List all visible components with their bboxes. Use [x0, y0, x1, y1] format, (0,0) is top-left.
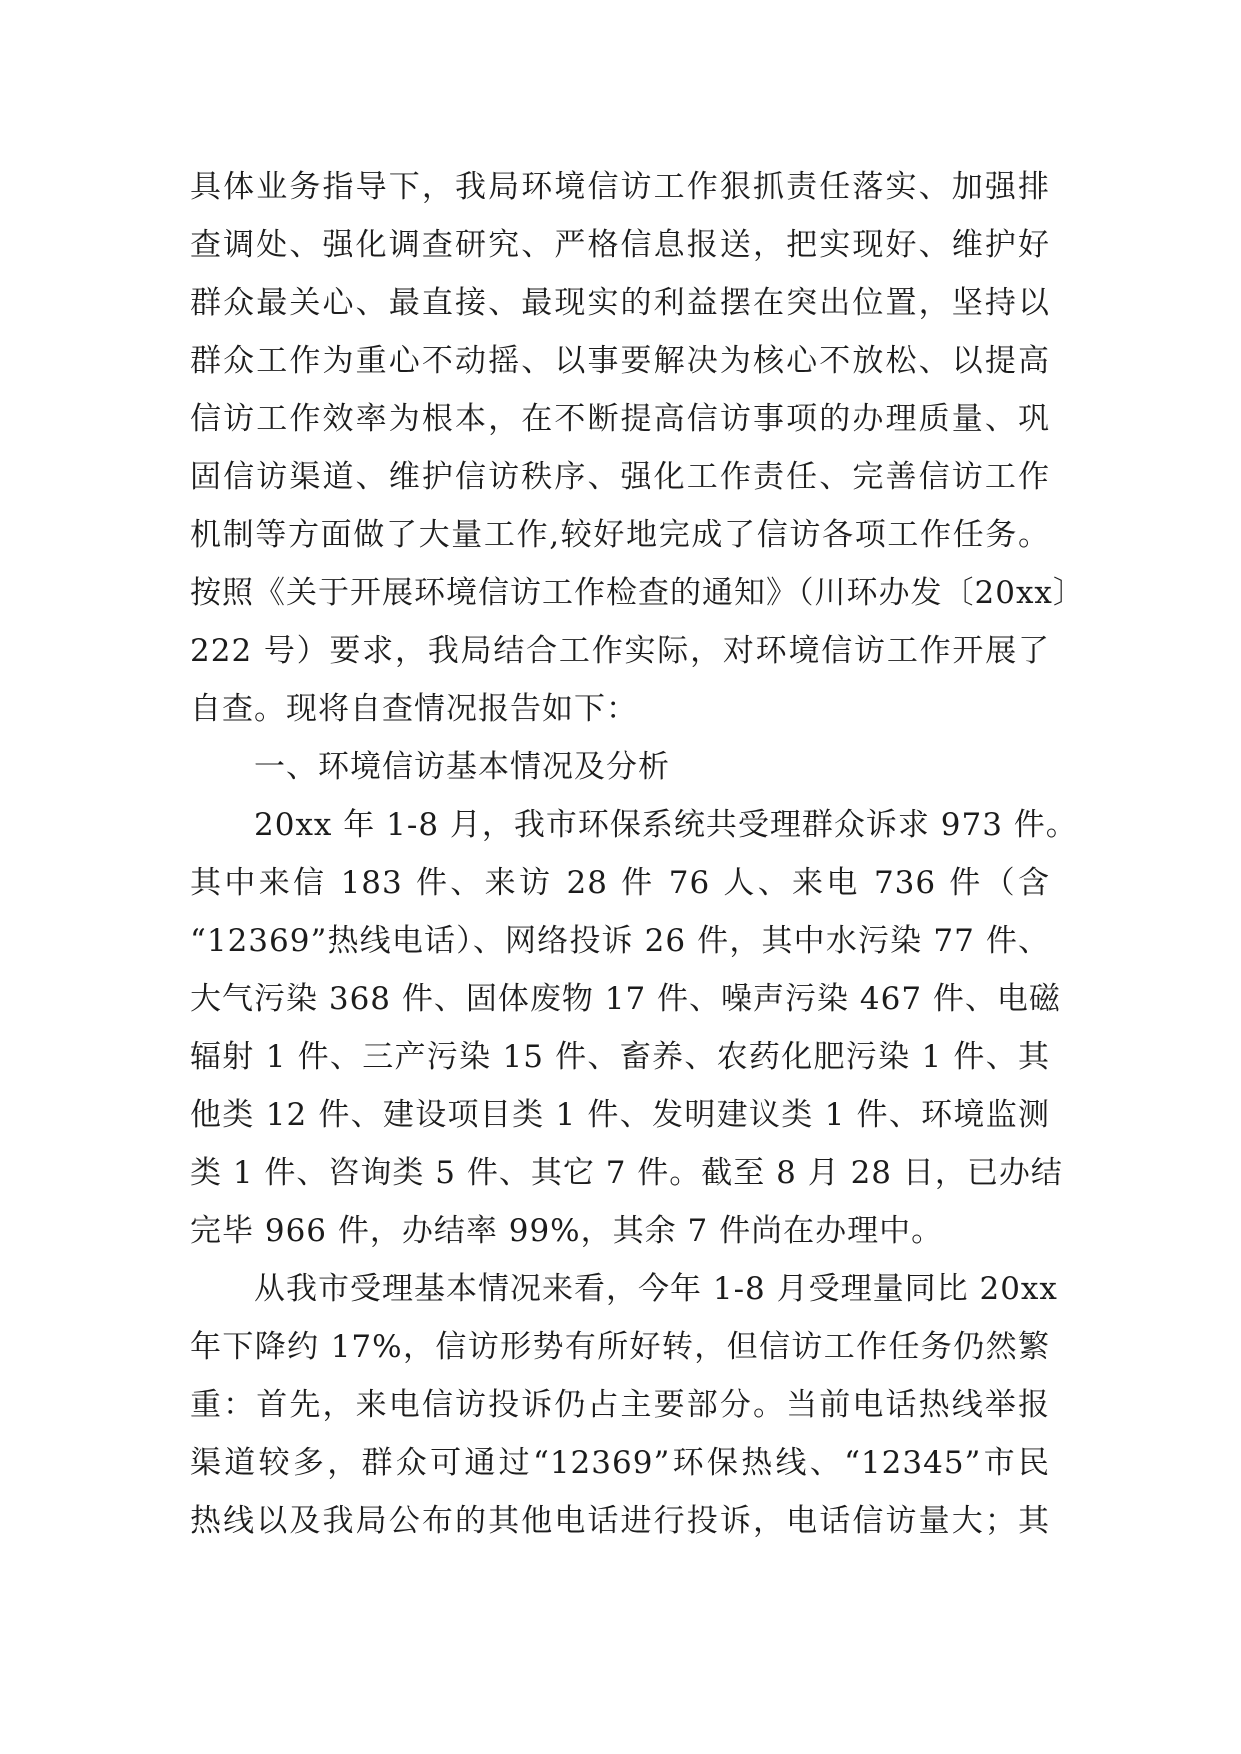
paragraph-1-line-5: 信访工作效率为根本，在不断提高信访事项的办理质量、巩 — [190, 401, 1050, 437]
paragraph-2-line-2: 其中来信 183 件、来访 28 件 76 人、来电 736 件（含 — [190, 865, 1050, 901]
paragraph-3-line-3: 重：首先，来电信访投诉仍占主要部分。当前电话热线举报 — [190, 1387, 1050, 1423]
paragraph-2-line-3: “12369”热线电话）、网络投诉 26 件，其中水污染 77 件、 — [190, 923, 1050, 959]
paragraph-3-line-5: 热线以及我局公布的其他电话进行投诉，电话信访量大；其 — [190, 1503, 1050, 1539]
paragraph-1-line-3: 群众最关心、最直接、最现实的利益摆在突出位置，坚持以 — [190, 285, 1050, 321]
paragraph-2-line-7: 类 1 件、咨询类 5 件、其它 7 件。截至 8 月 28 日，已办结 — [190, 1155, 1063, 1191]
paragraph-1-line-7: 机制等方面做了大量工作,较好地完成了信访各项工作任务。 — [190, 517, 1050, 553]
paragraph-2-line-8: 完毕 966 件，办结率 99%，其余 7 件尚在办理中。 — [190, 1213, 944, 1249]
paragraph-1-line-2: 查调处、强化调查研究、严格信息报送，把实现好、维护好 — [190, 227, 1050, 263]
paragraph-3-line-2: 年下降约 17%，信访形势有所好转，但信访工作任务仍然繁 — [190, 1329, 1050, 1365]
paragraph-2-line-5: 辐射 1 件、三产污染 15 件、畜养、农药化肥污染 1 件、其 — [190, 1039, 1050, 1075]
section-heading: 一、环境信访基本情况及分析 — [254, 749, 670, 785]
paragraph-2-line-4: 大气污染 368 件、固体废物 17 件、噪声污染 467 件、电磁 — [190, 981, 1061, 1017]
paragraph-1-line-9: 222 号）要求，我局结合工作实际，对环境信访工作开展了 — [190, 633, 1050, 669]
paragraph-2-line-1: 20xx 年 1-8 月，我市环保系统共受理群众诉求 973 件。 — [254, 807, 1078, 843]
document-body — [190, 158, 1085, 1550]
paragraph-1-line-4: 群众工作为重心不动摇、以事要解决为核心不放松、以提高 — [190, 343, 1050, 379]
paragraph-1-line-10: 自查。现将自查情况报告如下： — [190, 691, 638, 727]
paragraph-1-line-1: 具体业务指导下，我局环境信访工作狠抓责任落实、加强排 — [190, 169, 1050, 205]
paragraph-3-line-1: 从我市受理基本情况来看，今年 1-8 月受理量同比 20xx — [254, 1271, 1058, 1307]
paragraph-2-line-6: 他类 12 件、建设项目类 1 件、发明建议类 1 件、环境监测 — [190, 1097, 1050, 1133]
paragraph-3-line-4: 渠道较多，群众可通过“12369”环保热线、“12345”市民 — [190, 1445, 1050, 1481]
paragraph-1-line-8: 按照《关于开展环境信访工作检查的通知》（川环办发〔20xx〕 — [190, 575, 1085, 611]
paragraph-1-line-6: 固信访渠道、维护信访秩序、强化工作责任、完善信访工作 — [190, 459, 1050, 495]
